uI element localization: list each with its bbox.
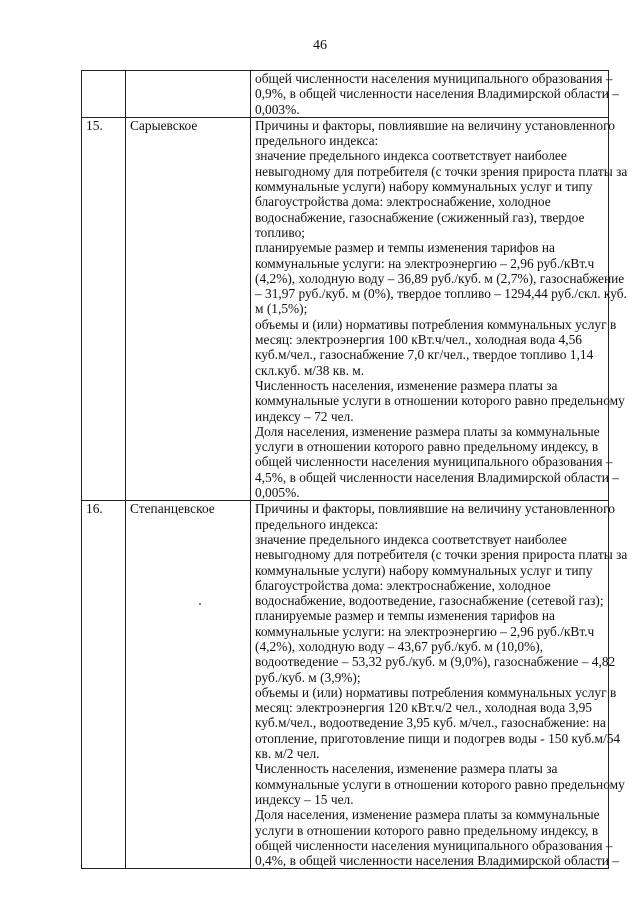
- description-line: невыгодному для потребителя (с точки зрения прироста платы за: [255, 547, 628, 563]
- description-line: предельного индекса:: [255, 133, 379, 149]
- table-row: [82, 117, 609, 500]
- description-line: невыгодному для потребителя (с точки зрения прироста платы за: [255, 163, 628, 179]
- description-line: значение предельного индекса соответствует наиболее: [255, 148, 567, 164]
- description-line: планируемые размер и темпы изменения тарифов на: [255, 240, 555, 256]
- description-line: 0,9%, в общей численности населения Владимирской области –: [255, 86, 619, 102]
- description-line: Доля населения, изменение размера платы за коммунальные: [255, 807, 600, 823]
- description-line: Причины и факторы, повлиявшие на величину установленного: [255, 117, 615, 133]
- description-line: – 31,97 руб./куб. м (0%), твердое топливо – 1294,44 руб./скл. куб.: [255, 286, 627, 302]
- description-line: куб.м/чел., водоотведение 3,95 куб. м/чел., газоснабжение: на: [255, 715, 606, 731]
- description-line: объемы и (или) нормативы потребления коммунальных услуг в: [255, 684, 617, 700]
- description-line: скл.куб. м/38 кв. м.: [255, 362, 365, 378]
- description-line: кв. м/2 чел.: [255, 746, 320, 762]
- table-body: [82, 71, 628, 869]
- description-line: услуги в отношении которого равно предельному индексу, в: [255, 822, 599, 838]
- description-line: куб.м/чел., газоснабжение 7,0 кг/чел., твердое топливо 1,14: [255, 347, 594, 363]
- description-line: Причины и факторы, повлиявшие на величину установленного: [255, 501, 615, 517]
- description-line: водоснабжение, газоснабжение (сжиженный газ), твердое: [255, 209, 585, 225]
- table-row: [82, 71, 609, 118]
- description-line: (4,2%), холодную воду – 43,67 руб./куб. м (10,0%),: [255, 638, 544, 654]
- row-number-cell: 15.: [82, 117, 126, 500]
- municipality-name-cell: [126, 71, 251, 118]
- description-line: общей численности населения муниципального образования –: [255, 71, 613, 86]
- description-line: 0,003%.: [255, 101, 300, 117]
- description-line: индексу – 72 чел.: [255, 408, 354, 424]
- description-line: коммунальные услуги в отношении которого равно предельному: [255, 776, 625, 792]
- description-line: месяц: электроэнергия 120 кВт.ч/2 чел., холодная вода 3,95: [255, 700, 593, 716]
- description-line: значение предельного индекса соответствует наиболее: [255, 531, 567, 547]
- description-line: водоотведение – 53,32 руб./куб. м (9,0%), газоснабжение – 4,82: [255, 654, 616, 670]
- municipality-index-table: [81, 70, 628, 869]
- description-line: руб./куб. м (3,9%);: [255, 669, 361, 685]
- description-line: общей численности населения муниципального образования –: [255, 837, 613, 853]
- scan-speck: [199, 603, 201, 605]
- description-line: предельного индекса:: [255, 516, 379, 532]
- description-line: топливо;: [255, 224, 306, 240]
- description-line: благоустройства дома: электроснабжение, холодное: [255, 194, 551, 210]
- description-cell: [251, 117, 628, 501]
- description-cell: [251, 501, 628, 869]
- description-line: (4,2%), холодную воду – 36,89 руб./куб. м (2,7%), газоснабжение: [255, 270, 625, 286]
- description-line: общей численности населения муниципального образования –: [255, 454, 613, 470]
- municipality-name-cell: Сарыевское: [126, 117, 251, 500]
- table-row: [82, 501, 609, 869]
- row-number-cell: [82, 71, 126, 118]
- description-line: Численность населения, изменение размера платы за: [255, 377, 558, 393]
- description-cell: [251, 71, 619, 118]
- description-line: коммунальные услуги: на электроэнергию – 2,96 руб./кВт.ч: [255, 255, 595, 271]
- description-line: 0,4%, в общей численности населения Владимирской области –: [255, 853, 619, 869]
- description-line: Численность населения, изменение размера платы за: [255, 761, 558, 777]
- description-line: благоустройства дома: электроснабжение, холодное: [255, 577, 551, 593]
- description-line: Доля населения, изменение размера платы за коммунальные: [255, 423, 600, 439]
- description-line: коммунальные услуги: на электроэнергию – 2,96 руб./кВт.ч: [255, 623, 595, 639]
- description-line: отопление, приготовление пищи и подогрев воды - 150 куб.м/54: [255, 730, 621, 746]
- description-line: 0,005%.: [255, 485, 300, 501]
- description-line: планируемые размер и темпы изменения тарифов на: [255, 608, 555, 624]
- description-line: индексу – 15 чел.: [255, 791, 354, 807]
- description-line: объемы и (или) нормативы потребления коммунальных услуг в: [255, 316, 617, 332]
- municipality-name-cell: Степанцевское: [126, 501, 251, 869]
- description-line: водоснабжение, водоотведение, газоснабжение (сетевой газ);: [255, 593, 604, 609]
- description-line: услуги в отношении которого равно предельному индексу, в: [255, 439, 599, 455]
- page-number: 46: [313, 38, 327, 53]
- description-line: м (1,5%);: [255, 301, 308, 317]
- description-line: месяц: электроэнергия 100 кВт.ч/чел., холодная вода 4,56: [255, 332, 582, 348]
- description-line: 4,5%, в общей численности населения Владимирской области –: [255, 469, 619, 485]
- row-number-cell: 16.: [82, 501, 126, 869]
- description-line: коммунальные услуги) набору коммунальных услуг и типу: [255, 562, 593, 578]
- description-line: коммунальные услуги в отношении которого равно предельному: [255, 393, 625, 409]
- description-line: коммунальные услуги) набору коммунальных услуг и типу: [255, 179, 593, 195]
